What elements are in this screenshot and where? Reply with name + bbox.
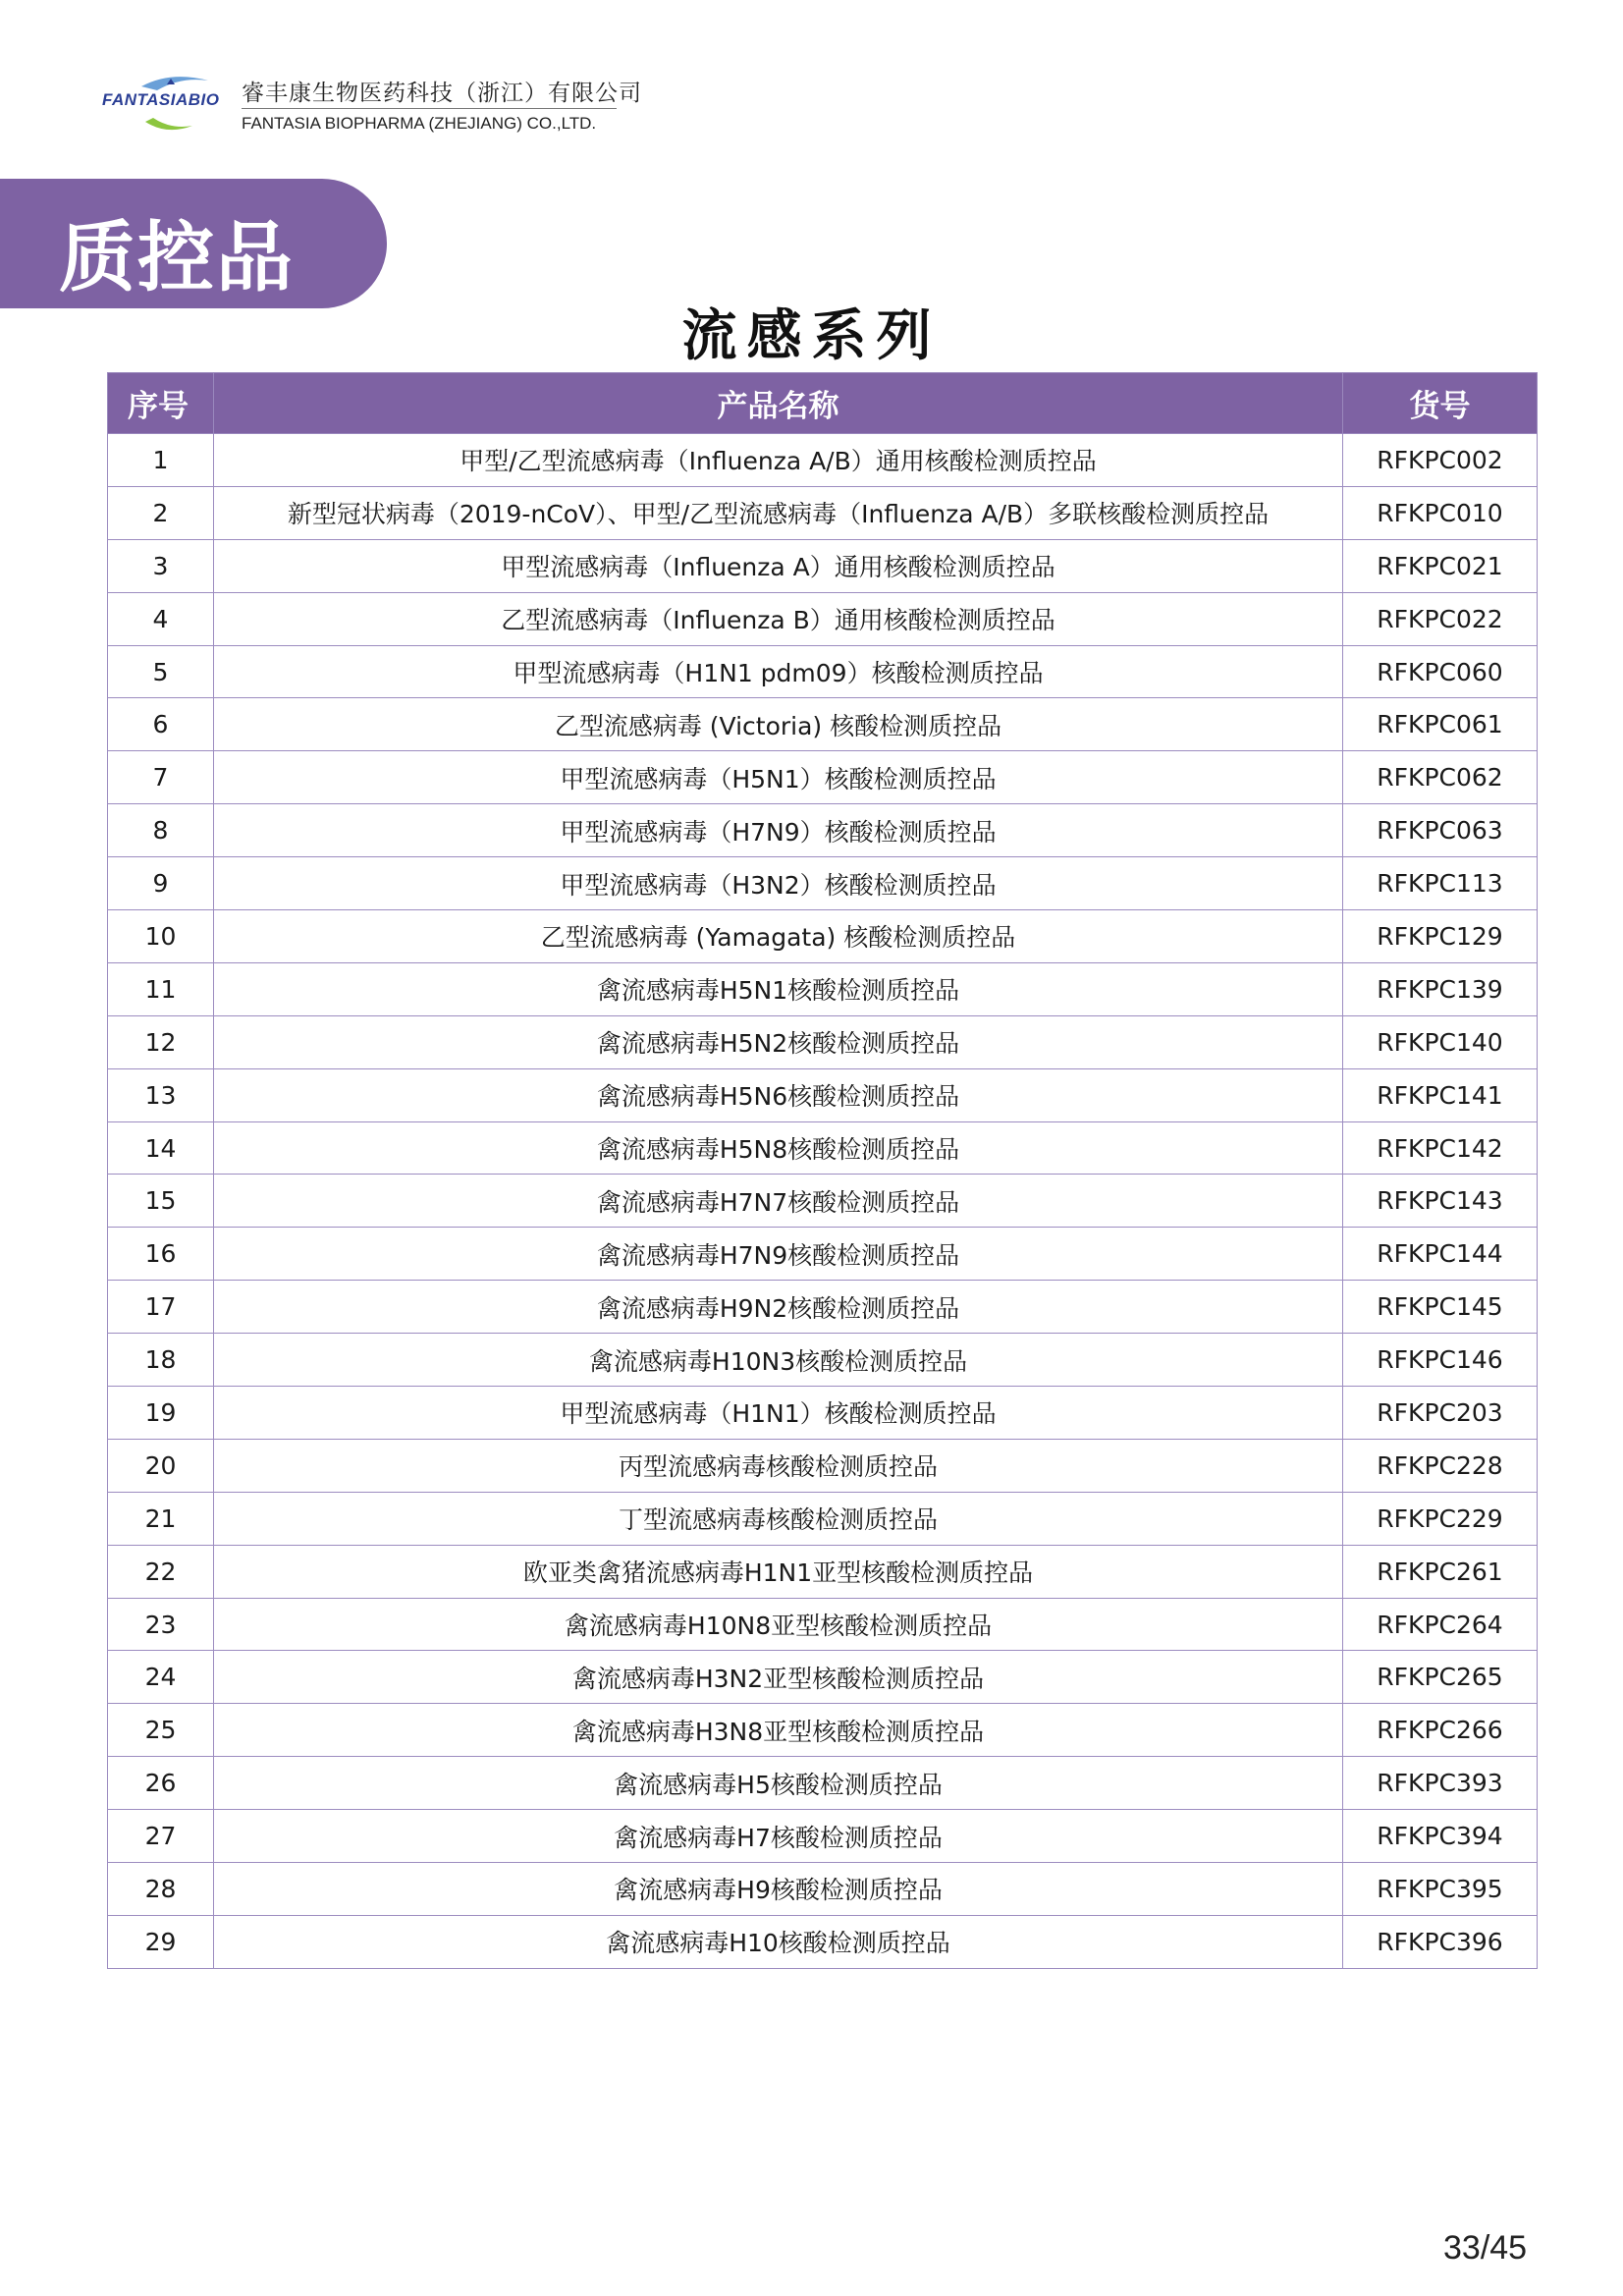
product-name: 甲型流感病毒（H1N1 pdm09）核酸检测质控品 (214, 645, 1343, 698)
table-row (108, 645, 1538, 698)
row-index: 15 (108, 1175, 214, 1228)
row-index: 11 (108, 962, 214, 1015)
table-body (108, 434, 1538, 1969)
product-name: 乙型流感病毒 (Yamagata) 核酸检测质控品 (214, 910, 1343, 963)
row-index: 21 (108, 1492, 214, 1545)
product-name: 禽流感病毒H3N2亚型核酸检测质控品 (214, 1651, 1343, 1704)
product-table (107, 372, 1538, 1969)
company-name-cn: 睿丰康生物医药科技（浙江）有限公司 (242, 81, 642, 106)
product-name: 禽流感病毒H7N9核酸检测质控品 (214, 1228, 1343, 1281)
product-code: RFKPC139 (1343, 962, 1538, 1015)
row-index: 24 (108, 1651, 214, 1704)
table-row (108, 1334, 1538, 1387)
table-row (108, 539, 1538, 592)
row-index: 22 (108, 1545, 214, 1598)
product-code: RFKPC396 (1343, 1915, 1538, 1968)
table-row (108, 592, 1538, 645)
table-row (108, 962, 1538, 1015)
product-name: 甲型/乙型流感病毒（Influenza A/B）通用核酸检测质控品 (214, 434, 1343, 487)
table-row (108, 698, 1538, 751)
table-row (108, 1015, 1538, 1068)
product-name: 禽流感病毒H7N7核酸检测质控品 (214, 1175, 1343, 1228)
row-index: 19 (108, 1387, 214, 1440)
table-row (108, 1810, 1538, 1863)
table-row (108, 1915, 1538, 1968)
product-name: 禽流感病毒H10N8亚型核酸检测质控品 (214, 1598, 1343, 1651)
product-name: 乙型流感病毒（Influenza B）通用核酸检测质控品 (214, 592, 1343, 645)
product-name: 禽流感病毒H10核酸检测质控品 (214, 1915, 1343, 1968)
product-name: 禽流感病毒H3N8亚型核酸检测质控品 (214, 1704, 1343, 1757)
table-row (108, 1439, 1538, 1492)
table-row (108, 486, 1538, 539)
product-name: 乙型流感病毒 (Victoria) 核酸检测质控品 (214, 698, 1343, 751)
table-row (108, 1387, 1538, 1440)
product-name: 禽流感病毒H7核酸检测质控品 (214, 1810, 1343, 1863)
row-index: 28 (108, 1863, 214, 1916)
header-index: 序号 (108, 373, 214, 434)
product-code: RFKPC060 (1343, 645, 1538, 698)
product-code: RFKPC144 (1343, 1228, 1538, 1281)
table-row (108, 1545, 1538, 1598)
product-code: RFKPC394 (1343, 1810, 1538, 1863)
row-index: 13 (108, 1068, 214, 1121)
product-code: RFKPC061 (1343, 698, 1538, 751)
product-code: RFKPC393 (1343, 1757, 1538, 1810)
product-code: RFKPC228 (1343, 1439, 1538, 1492)
product-code: RFKPC146 (1343, 1334, 1538, 1387)
product-code: RFKPC141 (1343, 1068, 1538, 1121)
product-name: 甲型流感病毒（H5N1）核酸检测质控品 (214, 751, 1343, 804)
row-index: 7 (108, 751, 214, 804)
product-name: 丁型流感病毒核酸检测质控品 (214, 1492, 1343, 1545)
header-name: 产品名称 (214, 373, 1343, 434)
table-row (108, 1651, 1538, 1704)
product-code: RFKPC143 (1343, 1175, 1538, 1228)
product-code: RFKPC145 (1343, 1281, 1538, 1334)
product-code: RFKPC021 (1343, 539, 1538, 592)
product-name: 禽流感病毒H5N6核酸检测质控品 (214, 1068, 1343, 1121)
table-row (108, 1175, 1538, 1228)
row-index: 1 (108, 434, 214, 487)
product-name: 甲型流感病毒（H3N2）核酸检测质控品 (214, 857, 1343, 910)
row-index: 3 (108, 539, 214, 592)
page-number: 33/45 (1443, 2229, 1528, 2267)
row-index: 18 (108, 1334, 214, 1387)
row-index: 4 (108, 592, 214, 645)
product-code: RFKPC229 (1343, 1492, 1538, 1545)
product-code: RFKPC129 (1343, 910, 1538, 963)
product-code: RFKPC010 (1343, 486, 1538, 539)
table-row (108, 751, 1538, 804)
row-index: 26 (108, 1757, 214, 1810)
company-name-en: FANTASIA BIOPHARMA (ZHEJIANG) CO.,LTD. (242, 114, 597, 133)
product-name: 禽流感病毒H5核酸检测质控品 (214, 1757, 1343, 1810)
table-header-row (108, 373, 1538, 434)
category-title: 质控品 (59, 214, 296, 302)
row-index: 23 (108, 1598, 214, 1651)
table-row (108, 1281, 1538, 1334)
row-index: 5 (108, 645, 214, 698)
table-row (108, 1228, 1538, 1281)
row-index: 14 (108, 1121, 214, 1175)
product-name: 禽流感病毒H5N1核酸检测质控品 (214, 962, 1343, 1015)
row-index: 17 (108, 1281, 214, 1334)
product-name: 禽流感病毒H9N2核酸检测质控品 (214, 1281, 1343, 1334)
product-name: 禽流感病毒H9核酸检测质控品 (214, 1863, 1343, 1916)
company-divider (242, 108, 617, 109)
product-code: RFKPC063 (1343, 804, 1538, 857)
row-index: 25 (108, 1704, 214, 1757)
table-row (108, 1492, 1538, 1545)
logo-wordmark: FANTASIABIO (102, 90, 220, 109)
product-name: 禽流感病毒H5N2核酸检测质控品 (214, 1015, 1343, 1068)
product-code: RFKPC265 (1343, 1651, 1538, 1704)
product-code: RFKPC113 (1343, 857, 1538, 910)
row-index: 20 (108, 1439, 214, 1492)
product-code: RFKPC203 (1343, 1387, 1538, 1440)
product-code: RFKPC142 (1343, 1121, 1538, 1175)
row-index: 10 (108, 910, 214, 963)
row-index: 27 (108, 1810, 214, 1863)
section-title: 流感系列 (681, 304, 942, 368)
table-row (108, 434, 1538, 487)
product-code: RFKPC140 (1343, 1015, 1538, 1068)
table-row (108, 1598, 1538, 1651)
product-name: 禽流感病毒H10N3核酸检测质控品 (214, 1334, 1343, 1387)
table-row (108, 1704, 1538, 1757)
row-index: 16 (108, 1228, 214, 1281)
row-index: 2 (108, 486, 214, 539)
product-code: RFKPC022 (1343, 592, 1538, 645)
table-row (108, 1757, 1538, 1810)
row-index: 9 (108, 857, 214, 910)
product-name: 禽流感病毒H5N8核酸检测质控品 (214, 1121, 1343, 1175)
row-index: 12 (108, 1015, 214, 1068)
product-code: RFKPC266 (1343, 1704, 1538, 1757)
row-index: 8 (108, 804, 214, 857)
product-name: 丙型流感病毒核酸检测质控品 (214, 1439, 1343, 1492)
header-code: 货号 (1343, 373, 1538, 434)
table-row (108, 1121, 1538, 1175)
product-code: RFKPC062 (1343, 751, 1538, 804)
row-index: 29 (108, 1915, 214, 1968)
product-name: 甲型流感病毒（H7N9）核酸检测质控品 (214, 804, 1343, 857)
table-row (108, 804, 1538, 857)
product-name: 甲型流感病毒（H1N1）核酸检测质控品 (214, 1387, 1343, 1440)
product-name: 新型冠状病毒（2019-nCoV）、甲型/乙型流感病毒（Influenza A/B）多联核酸检测质控品 (214, 486, 1343, 539)
product-code: RFKPC395 (1343, 1863, 1538, 1916)
table-row (108, 910, 1538, 963)
product-code: RFKPC002 (1343, 434, 1538, 487)
table-row (108, 1863, 1538, 1916)
product-name: 欧亚类禽猪流感病毒H1N1亚型核酸检测质控品 (214, 1545, 1343, 1598)
row-index: 6 (108, 698, 214, 751)
table-row (108, 857, 1538, 910)
product-code: RFKPC261 (1343, 1545, 1538, 1598)
product-code: RFKPC264 (1343, 1598, 1538, 1651)
product-name: 甲型流感病毒（Influenza A）通用核酸检测质控品 (214, 539, 1343, 592)
table-row (108, 1068, 1538, 1121)
